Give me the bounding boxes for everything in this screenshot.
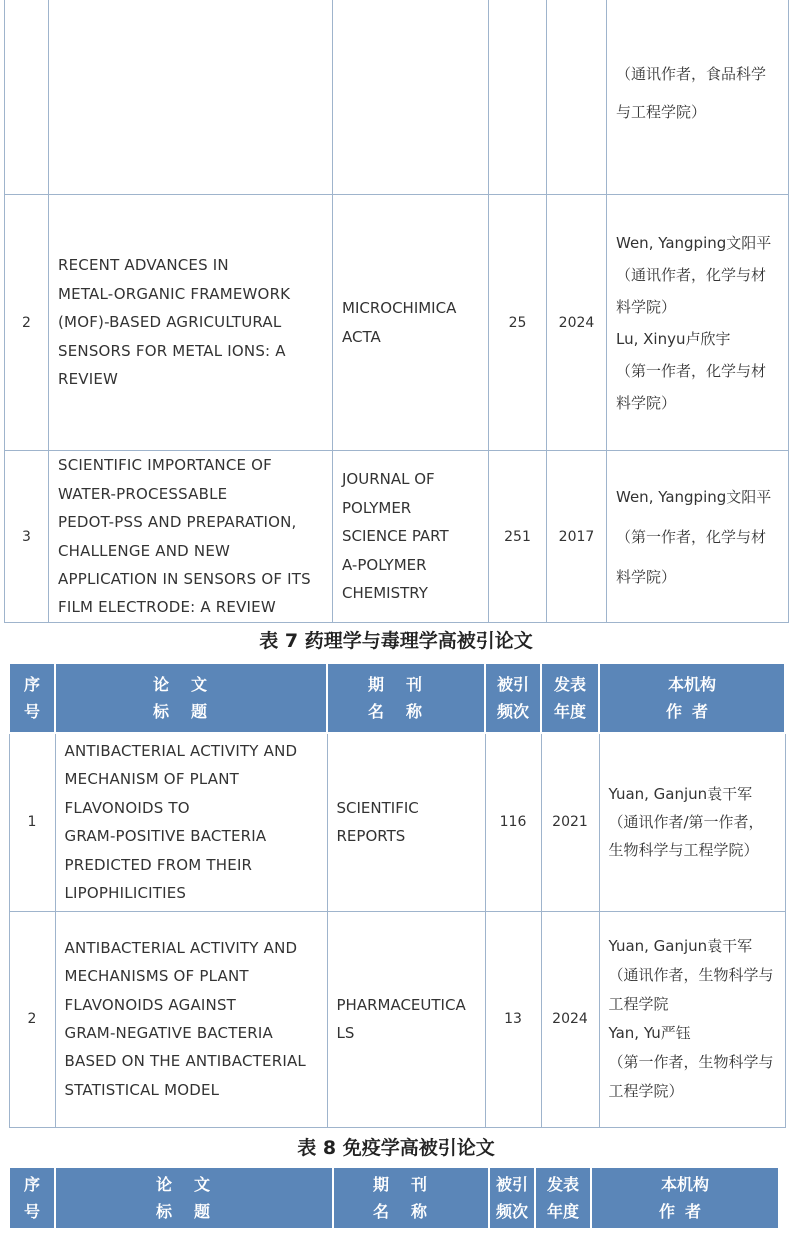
table-7: [8, 662, 786, 1128]
table-6: [4, 0, 789, 623]
row-number: [5, 0, 49, 195]
title-line: RECENT ADVANCES IN: [58, 256, 229, 275]
journal-name: [333, 0, 489, 195]
publish-year: [547, 0, 607, 195]
citation-count: [489, 0, 547, 195]
journal-line: REPORTS: [336, 827, 406, 846]
table-8-caption: 表 8 免疫学高被引论文: [297, 1137, 495, 1159]
author-cell: [607, 451, 789, 623]
author-line: 工程学院）: [608, 1082, 684, 1100]
header-row: [9, 663, 785, 733]
journal-line: MICROCHIMICA: [342, 299, 457, 318]
header-year: 发表 年度: [535, 1167, 591, 1229]
author-line: （通讯作者/第一作者，: [608, 813, 764, 832]
header-title: 论文 标题: [55, 663, 327, 733]
title-line: GRAM-POSITIVE BACTERIA: [64, 827, 267, 846]
author-line: Yuan, Ganjun袁干军: [608, 785, 753, 804]
author-line: （通讯作者，食品科学: [616, 65, 767, 83]
header-no: 序 号: [9, 663, 55, 733]
publish-year: 2017: [547, 451, 607, 623]
title-line: MECHANISM OF PLANT: [64, 770, 240, 789]
publish-year: 2024: [547, 195, 607, 451]
header-no: 序 号: [9, 1167, 55, 1229]
author-line: （第一作者，化学与材: [616, 361, 767, 380]
header-citations: 被引 频次: [489, 1167, 535, 1229]
row-number: 2: [9, 911, 55, 1127]
table-row: [5, 0, 789, 195]
title-line: PEDOT-PSS AND PREPARATION,: [58, 513, 297, 532]
author-line: （第一作者，生物科学与: [608, 1053, 774, 1071]
author-line: 料学院）: [616, 393, 677, 412]
row-number: 3: [5, 451, 49, 623]
author-line: Yuan, Ganjun袁干军: [608, 937, 753, 955]
citation-count: 251: [489, 451, 547, 623]
author-line: 工程学院: [608, 995, 669, 1013]
table-row: [5, 195, 789, 451]
author-line: （通讯作者，化学与材: [616, 265, 767, 284]
author-line: Yan, Yu严钰: [608, 1024, 691, 1042]
author-cell: [607, 0, 789, 195]
title-line: ANTIBACTERIAL ACTIVITY AND: [64, 742, 298, 761]
title-line: FILM ELECTRODE: A REVIEW: [58, 598, 276, 617]
title-line: STATISTICAL MODEL: [64, 1080, 220, 1099]
author-cell: [599, 733, 785, 911]
citation-count: 25: [489, 195, 547, 451]
author-cell: [607, 195, 789, 451]
title-line: LIPOPHILICITIES: [64, 884, 187, 903]
title-line: SENSORS FOR METAL IONS: A: [58, 341, 286, 360]
header-journal: 期刊 名称: [333, 1167, 489, 1229]
header-year: 发表 年度: [541, 663, 599, 733]
title-line: SCIENTIFIC IMPORTANCE OF: [58, 456, 272, 475]
row-number: 2: [5, 195, 49, 451]
journal-name: [333, 451, 489, 623]
publish-year: 2021: [541, 733, 599, 911]
table-7-caption: 表 7 药理学与毒理学高被引论文: [259, 630, 533, 652]
paper-title: [55, 911, 327, 1127]
citation-count: 13: [485, 911, 541, 1127]
title-line: MECHANISMS OF PLANT: [64, 967, 249, 986]
title-line: FLAVONOIDS AGAINST: [64, 995, 237, 1014]
title-line: APPLICATION IN SENSORS OF ITS: [58, 569, 311, 588]
header-citations: 被引 频次: [485, 663, 541, 733]
title-line: (MOF)-BASED AGRICULTURAL: [58, 313, 282, 332]
journal-line: ACTA: [342, 327, 381, 346]
journal-name: [333, 195, 489, 451]
publish-year: 2024: [541, 911, 599, 1127]
paper-title: [49, 451, 333, 623]
citation-count: 116: [485, 733, 541, 911]
title-line: BASED ON THE ANTIBACTERIAL: [64, 1052, 306, 1071]
paper-title: [49, 0, 333, 195]
title-line: METAL-ORGANIC FRAMEWORK: [58, 284, 291, 303]
journal-name: [327, 911, 485, 1127]
table-row: [5, 451, 789, 623]
table-row: [9, 911, 785, 1127]
title-line: CHALLENGE AND NEW: [58, 541, 231, 560]
title-line: REVIEW: [58, 370, 119, 389]
author-line: 与工程学院）: [616, 103, 707, 121]
paper-title: [55, 733, 327, 911]
table-row: [9, 733, 785, 911]
title-line: PREDICTED FROM THEIR: [64, 855, 253, 874]
title-line: FLAVONOIDS TO: [64, 798, 190, 817]
header-author: 本机构 作者: [591, 1167, 779, 1229]
author-cell: [599, 911, 785, 1127]
journal-name: [327, 733, 485, 911]
author-line: Wen, Yangping文阳平: [616, 233, 772, 252]
row-number: 1: [9, 733, 55, 911]
header-journal: 期刊 名称: [327, 663, 485, 733]
journal-line: JOURNAL OF: [342, 470, 435, 489]
journal-line: SCIENTIFIC: [336, 798, 419, 817]
author-line: 生物科学与工程学院）: [608, 841, 759, 860]
header-author: 本机构 作者: [599, 663, 785, 733]
title-line: WATER-PROCESSABLE: [58, 484, 228, 503]
journal-line: PHARMACEUTICA: [336, 995, 466, 1014]
title-line: GRAM-NEGATIVE BACTERIA: [64, 1024, 273, 1042]
author-line: （第一作者，化学与材: [616, 527, 767, 546]
journal-line: SCIENCE PART: [342, 527, 449, 546]
author-line: Wen, Yangping文阳平: [616, 487, 772, 506]
paper-title: [49, 195, 333, 451]
journal-line: LS: [336, 1024, 355, 1042]
journal-line: A-POLYMER: [342, 555, 427, 574]
header-title: 论文 标题: [55, 1167, 333, 1229]
header-row: [9, 1167, 779, 1229]
journal-line: CHEMISTRY: [342, 584, 428, 603]
author-line: 料学院）: [616, 297, 677, 316]
title-line: ANTIBACTERIAL ACTIVITY AND: [64, 938, 298, 957]
author-line: （通讯作者，生物科学与: [608, 966, 774, 984]
table-8: [8, 1166, 780, 1230]
author-line: 料学院）: [616, 567, 677, 586]
journal-line: POLYMER: [342, 498, 412, 517]
author-line: Lu, Xinyu卢欣宇: [616, 329, 731, 348]
